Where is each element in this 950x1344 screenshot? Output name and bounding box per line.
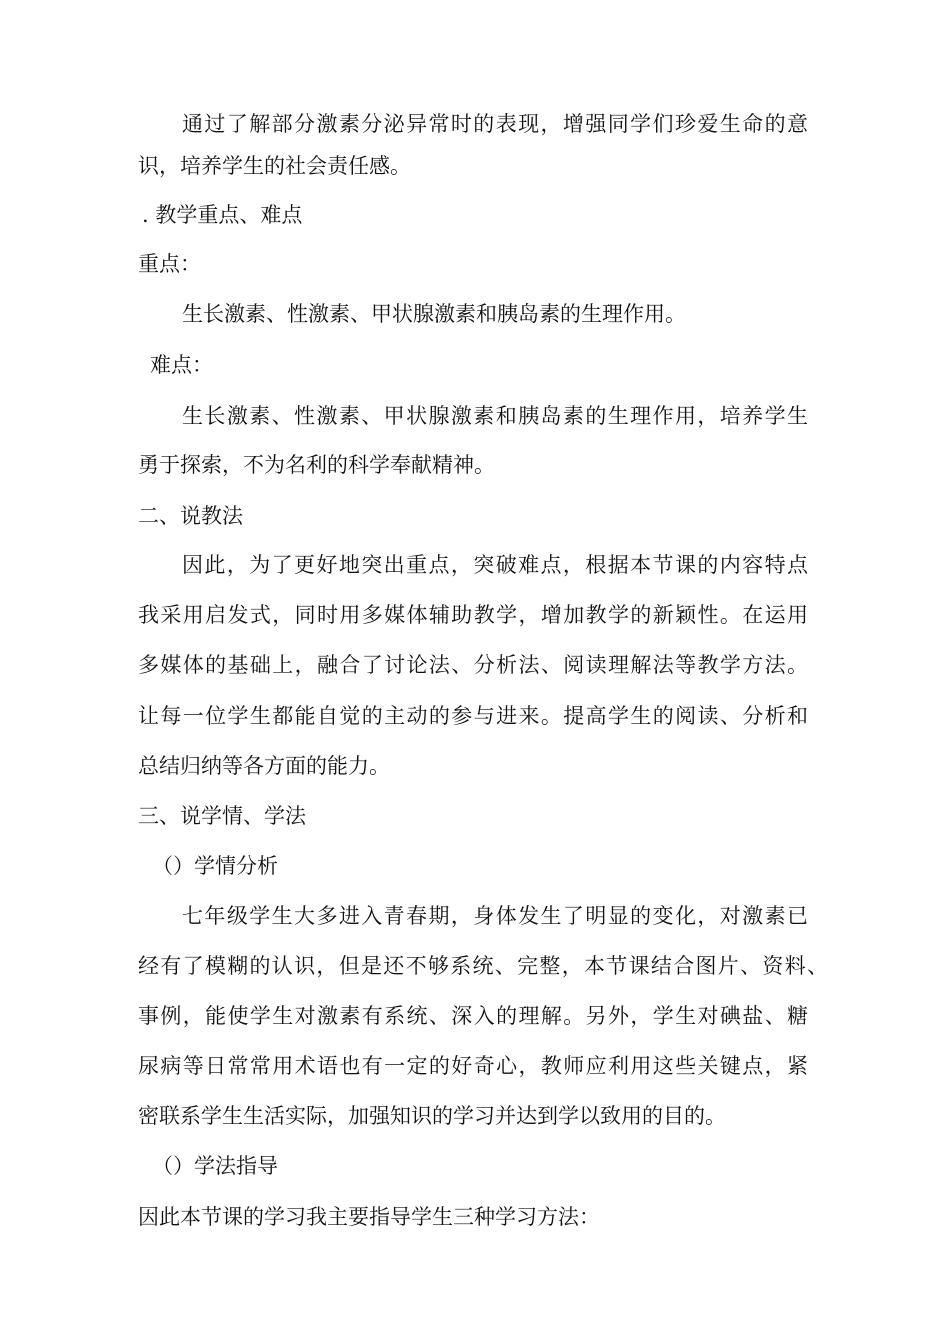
paragraph-line: 七年级学生大多进入青春期，身体发生了明显的变化，对激素已 xyxy=(182,904,810,928)
paragraph-line: 总结归纳等各方面的能力。 xyxy=(138,754,390,778)
paragraph-line: 勇于探索，不为名利的科学奉献精神。 xyxy=(138,453,495,477)
paragraph-line: 密联系学生生活实际，加强知识的学习并达到学以致用的目的。 xyxy=(138,1104,726,1128)
paragraph-line: 事例，能使学生对激素有系统、深入的理解。另外，学生对碘盐、糖 xyxy=(138,1004,810,1028)
paragraph-line: 通过了解部分激素分泌异常时的表现，增强同学们珍爱生命的意 xyxy=(182,112,810,136)
paragraph-line: 尿病等日常常用术语也有一定的好奇心，教师应利用这些关键点，紧 xyxy=(138,1054,810,1078)
subsection-heading: （）学情分析 xyxy=(152,854,278,878)
section-heading: . 教学重点、难点 xyxy=(142,203,303,227)
paragraph-line: 因此，为了更好地突出重点，突破难点，根据本节课的内容特点 xyxy=(182,553,810,577)
paragraph-line: 多媒体的基础上，融合了讨论法、分析法、阅读理解法等教学方法。 xyxy=(138,653,810,677)
paragraph-line: 因此本节课的学习我主要指导学生三种学习方法： xyxy=(138,1205,600,1229)
paragraph-line: 生长激素、性激素、甲状腺激素和胰岛素的生理作用，培养学生 xyxy=(182,404,810,428)
subheading-difficulties: 难点： xyxy=(150,353,213,377)
paragraph-line: 让每一位学生都能自觉的主动的参与进来。提高学生的阅读、分析和 xyxy=(138,704,810,728)
paragraph-line: 经有了模糊的认识，但是还不够系统、完整，本节课结合图片、资料、 xyxy=(138,954,830,978)
paragraph-line: 我采用启发式，同时用多媒体辅助教学，增加教学的新颖性。在运用 xyxy=(138,603,810,627)
paragraph-line: 生长激素、性激素、甲状腺激素和胰岛素的生理作用。 xyxy=(182,302,686,326)
subsection-heading: （）学法指导 xyxy=(152,1154,278,1178)
section-heading: 三、说学情、学法 xyxy=(138,804,306,828)
subheading-key-points: 重点： xyxy=(138,252,201,276)
paragraph-line: 识，培养学生的社会责任感。 xyxy=(138,154,411,178)
section-heading: 二、说教法 xyxy=(138,504,243,528)
